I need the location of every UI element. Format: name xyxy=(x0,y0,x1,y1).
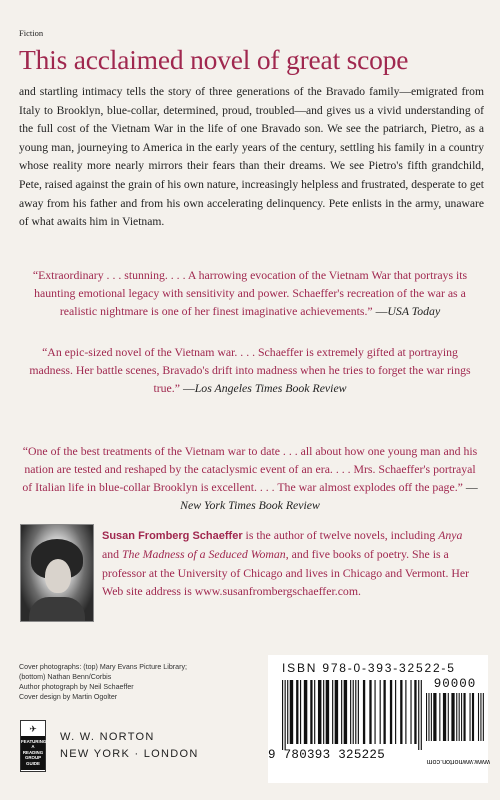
barcode-bar xyxy=(296,680,298,744)
barcode-bar xyxy=(405,680,406,744)
barcode-bar xyxy=(400,680,402,744)
author-photo xyxy=(20,524,94,622)
genre-label: Fiction xyxy=(19,28,44,38)
barcode-bar xyxy=(350,680,351,744)
quote-source: —Los Angeles Times Book Review xyxy=(182,381,347,395)
barcode-bar xyxy=(285,680,286,750)
quote-text: “One of the best treatments of the Vietnam war to date . . . all about how one young man and his nation are tested and reshaped by the cataclysmic event of an era. . . . Mrs. Schaeffer's portrayal of Italian life in blue-collar Brooklyn is excellent. . . . The war almost explodes off the page.” xyxy=(22,444,478,494)
barcode-bar xyxy=(472,693,474,741)
publisher-imprint xyxy=(60,729,199,763)
barcode-bar xyxy=(380,680,381,744)
logo-text: FEATURING A xyxy=(21,739,47,750)
barcode-bar xyxy=(433,693,436,741)
quote-source-name: Los Angeles Times Book Review xyxy=(194,381,347,395)
reading-group-guide-logo xyxy=(20,720,46,772)
barcode-bar xyxy=(300,680,301,744)
barcode-bar xyxy=(451,693,454,741)
author-book-title: The Madness of a Seduced Woman xyxy=(121,547,286,562)
barcode-bar xyxy=(439,693,440,741)
barcode-bar xyxy=(363,680,365,744)
cover-credits xyxy=(19,662,234,702)
barcode-bar xyxy=(369,680,371,744)
barcode-bar xyxy=(443,693,446,741)
barcode-bar xyxy=(426,693,427,741)
barcode-bar xyxy=(318,680,321,744)
barcode-bar xyxy=(335,680,338,744)
barcode-bar xyxy=(341,680,342,744)
barcode-bar xyxy=(459,693,460,741)
barcode-bar xyxy=(410,680,411,744)
barcode-bar xyxy=(290,680,293,744)
ean-barcode xyxy=(282,680,422,750)
review-quote xyxy=(20,442,480,514)
price-code: 90000 xyxy=(433,677,477,691)
barcode-bar xyxy=(463,693,465,741)
barcode-bar xyxy=(355,680,356,744)
headline: This acclaimed novel of great scope xyxy=(19,44,409,75)
author-name: Susan Fromberg Schaeffer xyxy=(102,530,243,542)
barcode-bar xyxy=(287,680,288,744)
logo-text: GUIDE xyxy=(26,760,40,766)
barcode-bar xyxy=(456,693,457,741)
credit-line: Author photograph by Neil Schaeffer xyxy=(19,683,134,691)
barcode-bar xyxy=(448,693,449,741)
barcode-bar xyxy=(478,693,479,741)
publisher-name: W. W. NORTON xyxy=(60,731,155,743)
isbn-label: ISBN 978-0-393-32522-5 xyxy=(282,661,456,675)
review-quote xyxy=(20,266,480,320)
author-bio xyxy=(102,526,482,600)
author-bio-text: is the author of twelve novels, including xyxy=(242,528,439,542)
barcode-bar xyxy=(314,680,315,744)
barcode-panel xyxy=(268,655,488,783)
bird-icon: ✈ xyxy=(29,724,37,734)
author-bio-text: and xyxy=(102,547,122,562)
barcode-bar xyxy=(390,680,392,744)
quote-source: —New York Times Book Review xyxy=(180,480,478,512)
barcode-bar xyxy=(395,680,396,744)
barcode-bar xyxy=(383,680,385,744)
barcode-bar xyxy=(428,693,429,741)
quote-text: “An epic-sized novel of the Vietnam war. . . . Schaeffer is extremely gifted at portraying madness. Her battle scenes, Bravado's drift into madness when he tries to forget the war rings true.” xyxy=(29,345,471,395)
quote-source: —USA Today xyxy=(375,304,441,318)
synopsis-blurb: and startling intimacy tells the story of three generations of the Bravado family—emigrated from Italy to Brooklyn, blue-collar, determined, proud, troubled—and gives us a vivid understanding of the full cost of the Vietnam War in the life of one Bravado son. We see the patriarch, Pietro, as a young man, journeying to America in the early years of the century, settling his family in a country whose reality more nearly mirrors their fears than their dreams. We see Pietro's fifth grandchild, Pete, raised against the grain of his own nature, increasingly helpless and frustrated, desperate to get away from his father and from his own accelerating delinquency. Pete enlists in the army, unaware of what awaits him in Vietnam. xyxy=(19,85,484,229)
barcode-bar xyxy=(304,680,307,744)
publisher-city: NEW YORK · LONDON xyxy=(60,748,199,760)
review-quote xyxy=(20,343,480,397)
barcode-bar xyxy=(323,680,324,744)
barcode-bar xyxy=(483,693,484,741)
credit-line: (bottom) Nathan Benn/Corbis xyxy=(19,673,112,681)
logo-text: GROUP xyxy=(24,755,42,761)
barcode-bar xyxy=(421,680,422,750)
author-photo-body xyxy=(29,597,85,621)
price-barcode xyxy=(426,693,484,747)
barcode-bar xyxy=(358,680,359,744)
author-photo-face xyxy=(45,559,71,593)
barcode-bar xyxy=(310,680,312,744)
quote-source-name: USA Today xyxy=(387,304,441,318)
logo-text: READING xyxy=(22,749,44,755)
ean-digits: 9 780393 325225 xyxy=(268,748,386,762)
credit-line: Cover design by Martin Ogolter xyxy=(19,693,118,701)
barcode-bar xyxy=(374,680,375,744)
author-book-title: Anya xyxy=(438,528,463,542)
barcode-bar xyxy=(326,680,329,744)
credit-line: Cover photographs: (top) Mary Evans Picture Library; xyxy=(19,663,187,671)
publisher-url: www.wwnorton.com xyxy=(426,758,490,767)
barcode-bar xyxy=(353,680,354,744)
barcode-bar xyxy=(418,680,419,750)
quote-source-name: New York Times Book Review xyxy=(180,498,320,512)
barcode-bar xyxy=(461,693,462,741)
author-bio-text: , and five books of poetry. She is a professor at the University of Chicago and lives in Chicago and Vermont. Her Web site address is www.susanfrombergschaeffer.com. xyxy=(102,547,470,598)
barcode-bar xyxy=(414,680,416,744)
quote-text: “Extraordinary . . . stunning. . . . A harrowing evocation of the Vietnam War that portrays its haunting emotional legacy with sensitivity and power. Schaeffer's recreation of the war as a realistic nightmare is one of her finest imaginative achievements.” xyxy=(32,268,468,318)
logo-band xyxy=(21,736,45,770)
barcode-bar xyxy=(332,680,333,744)
barcode-bar xyxy=(282,680,283,750)
barcode-bar xyxy=(480,693,481,741)
barcode-bar xyxy=(431,693,432,741)
barcode-bar xyxy=(344,680,347,744)
barcode-bar xyxy=(470,693,471,741)
